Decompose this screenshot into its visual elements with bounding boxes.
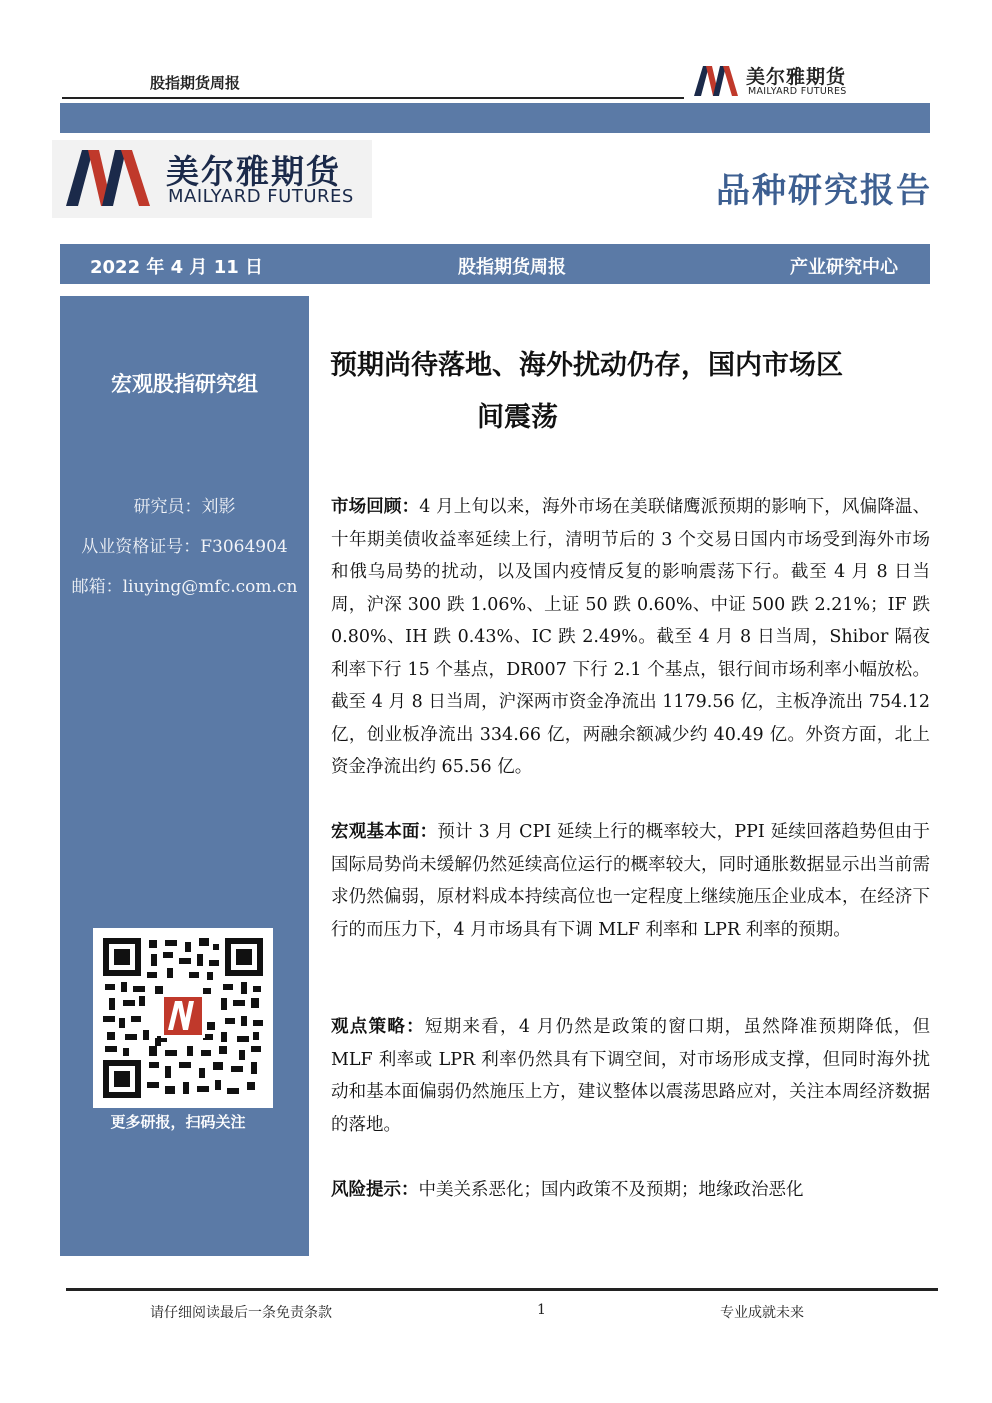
info-bar xyxy=(60,244,930,284)
footer-rule xyxy=(66,1288,938,1291)
header-band xyxy=(60,103,930,133)
email-address: 邮箱：liuying@mfc.com.cn xyxy=(71,577,298,597)
company-logo xyxy=(52,140,372,218)
section-text: 4 月上旬以来，海外市场在美联储鹰派预期的影响下，风偏降温、十年期美债收益率延续上行，清明节后的 3 个交易日国内市场受到海外市场和俄乌局势的扰动，以及国内疫情反复的影响震荡下行。截至 4 月 8 日当周，沪深 300 跌 1.06%、上证 50 跌 0.60%、中证 500 跌 2.21%；IF 跌 0.80%、IH 跌 0.43%、IC 跌 2.49%。截至 4 月 8 日当周，Shibor 隔夜利率下行 15 个基点，DR007 下行 2.1 个基点，银行间市场利率小幅放松。截至 4 月 8 日当周，沪深两市资金净流出 1179.56 亿，主板净流出 754.12 亿，创业板净流出 334.66 亿，两融余额减少约 40.49 亿。外资方面，北上资金净流出约 65.56 亿。 xyxy=(331,497,930,777)
department: 产业研究中心 xyxy=(790,257,898,278)
section-label: 风险提示： xyxy=(331,1180,419,1200)
section-text: 预计 3 月 CPI 延续上行的概率较大，PPI 延续回落趋势但由于国际局势尚未缓解仍然延续高位运行的概率较大，同时通胀数据显示出当前需求仍然偏弱，原材料成本持续高位也一定程度上继续施压企业成本，在经济下行的而压力下，4 月市场具有下调 MLF 利率和 LPR 利率的预期。 xyxy=(331,822,930,940)
team-name: 宏观股指研究组 xyxy=(111,372,258,396)
section-risk-warning xyxy=(331,1174,930,1207)
report-date: 2022 年 4 月 11 日 xyxy=(90,257,264,278)
running-title: 股指期货周报 xyxy=(150,74,241,92)
mailyard-logo-icon xyxy=(64,148,152,208)
logo-company-en: MAILYARD FUTURES xyxy=(168,186,354,207)
qr-caption: 更多研报，扫码关注 xyxy=(110,1113,246,1131)
researcher-name: 研究员：刘影 xyxy=(133,497,236,517)
mailyard-logo-icon xyxy=(692,64,740,98)
header-rule xyxy=(62,97,684,99)
section-text: 中美关系恶化；国内政策不及预期；地缘政治恶化 xyxy=(418,1180,804,1200)
article-headline xyxy=(330,340,930,444)
header-company-cn: 美尔雅期货 xyxy=(746,66,847,88)
page-number: 1 xyxy=(537,1302,546,1318)
section-text: 短期来看，4 月仍然是政策的窗口期，虽然降准预期降低，但 MLF 利率或 LPR 利率仍然具有下调空间，对市场形成支撑，但同时海外扰动和基本面偏弱仍然施压上方，建议整体以震荡思路应对，关注本周经济数据的落地。 xyxy=(331,1017,930,1135)
report-category: 股指期货周报 xyxy=(458,257,566,278)
section-label: 宏观基本面： xyxy=(331,822,438,842)
report-type-title: 品种研究报告 xyxy=(716,171,932,211)
license-number: 从业资格证号：F3064904 xyxy=(81,537,288,557)
qr-code[interactable] xyxy=(93,928,273,1108)
footer-slogan: 专业成就未来 xyxy=(720,1305,804,1321)
section-label: 观点策略： xyxy=(331,1017,425,1037)
sidebar xyxy=(60,296,309,1256)
headline-line-1: 预期尚待落地、海外扰动仍存，国内市场区 xyxy=(330,350,843,381)
section-label: 市场回顾： xyxy=(331,497,420,517)
section-market-review xyxy=(331,491,930,784)
section-macro-fundamentals xyxy=(331,816,930,946)
header-logo xyxy=(692,62,932,102)
qr-code-icon xyxy=(103,938,263,1098)
header-company-en: MAILYARD FUTURES xyxy=(748,86,847,97)
headline-line-2: 间震荡 xyxy=(477,402,558,433)
logo-company-cn: 美尔雅期货 xyxy=(166,152,341,191)
footer-disclaimer: 请仔细阅读最后一条免责条款 xyxy=(150,1305,332,1321)
section-strategy xyxy=(331,1011,930,1141)
